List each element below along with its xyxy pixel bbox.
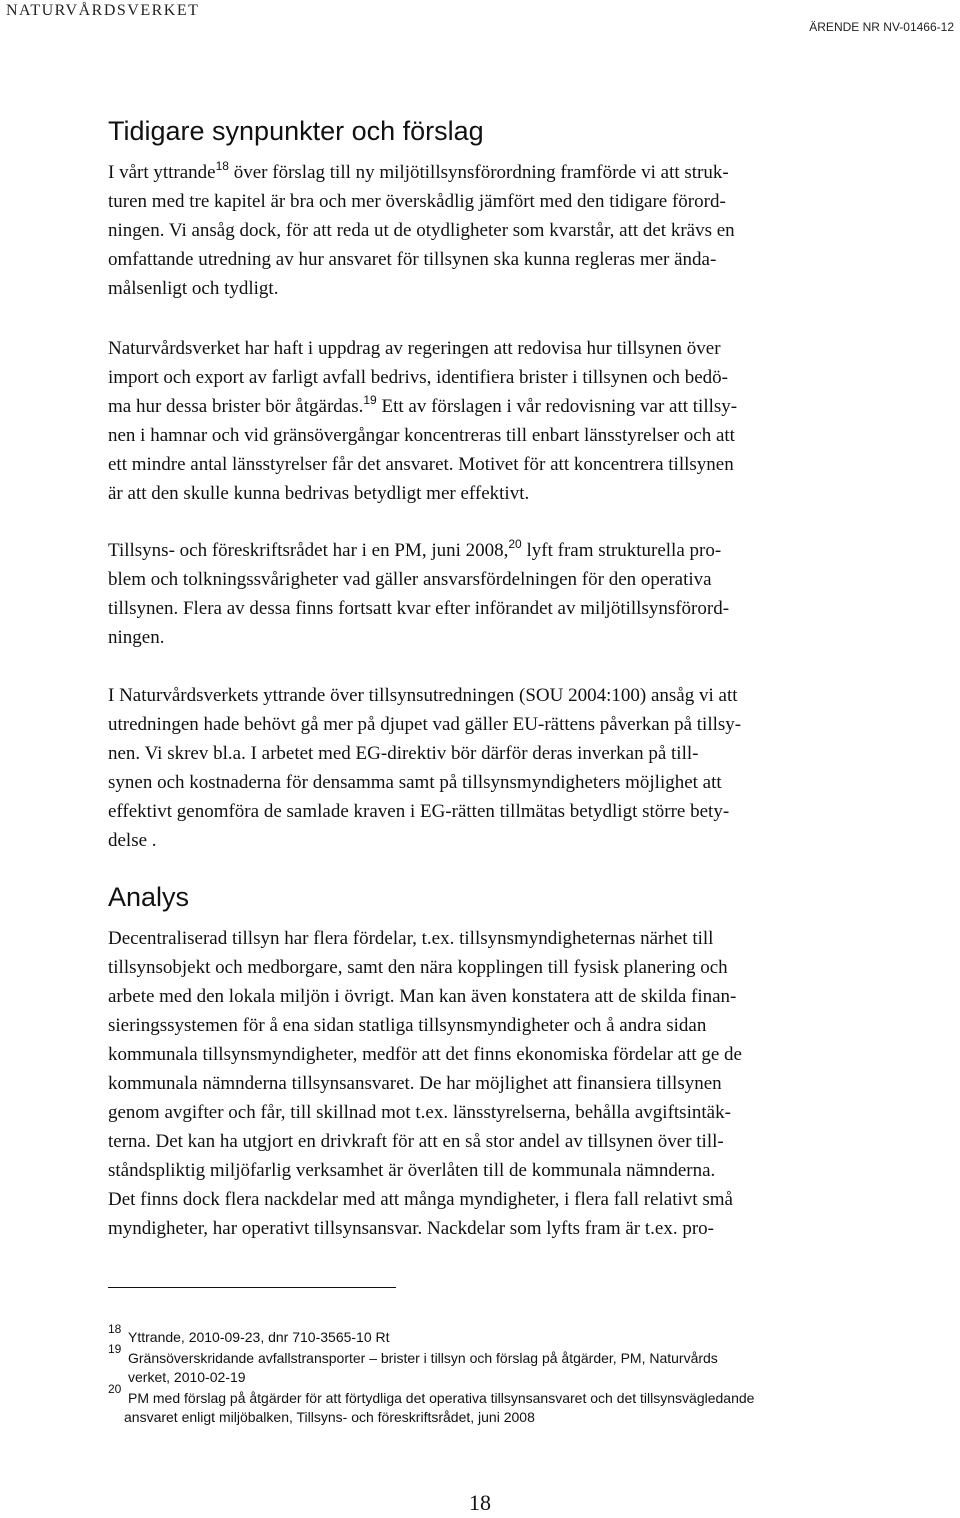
text-line: nen i hamnar och vid gränsövergångar koncentreras till enbart länsstyrelser och att	[108, 425, 735, 446]
paragraph-5	[108, 924, 848, 1243]
footnote-ref-19[interactable]: 19	[363, 393, 377, 407]
text-line: tillsynsobjekt och medborgare, samt den nära kopplingen till fysisk planering och	[108, 957, 728, 978]
paragraph-4	[108, 681, 848, 855]
footnote-number-18: 18	[108, 1322, 122, 1336]
text-line: kommunala nämnderna tillsynsansvaret. De har möjlighet att finansiera tillsynen	[108, 1073, 722, 1094]
text-line: delse .	[108, 830, 157, 851]
text-line: arbete med den lokala miljön i övrigt. Man kan även konstatera att de skilda finan-	[108, 986, 737, 1007]
heading-previous-comments: Tidigare synpunkter och förslag	[108, 116, 484, 146]
text-line: effektivt genomföra de samlade kraven i EG-rätten tillmätas betydligt större bety-	[108, 801, 730, 822]
text-line: tillsynen. Flera av dessa finns fortsatt kvar efter införandet av miljötillsynsförord-	[108, 598, 730, 619]
text-line: terna. Det kan ha utgjort en drivkraft för att en så stor andel av tillsynen över till-	[108, 1131, 724, 1152]
paragraph-3	[108, 536, 848, 652]
text-line: Tillsyns- och föreskriftsrådet har i en PM, juni 2008,20 lyft fram strukturella pro-	[108, 537, 722, 561]
footnote-separator	[108, 1287, 396, 1288]
text-line: Det finns dock flera nackdelar med att många myndigheter, i flera fall relativt små	[108, 1189, 733, 1210]
footnote-ref-18[interactable]: 18	[215, 159, 229, 173]
heading-analysis: Analys	[108, 882, 190, 912]
text-line: nen. Vi skrev bl.a. I arbetet med EG-direktiv bör därför deras inverkan på till-	[108, 743, 699, 764]
text-line: ningen. Vi ansåg dock, för att reda ut de otydligheter som kvarstår, att det krävs en	[108, 220, 735, 241]
text-line: synen och kostnaderna för densamma samt på tillsynsmyndigheters möjlighet att	[108, 772, 722, 793]
text-line: genom avgifter och får, till skillnad mot t.ex. länsstyrelserna, behålla avgiftsintäk-	[108, 1102, 731, 1123]
text-line: målsenligt och tydligt.	[108, 278, 279, 299]
text-line: turen med tre kapitel är bra och mer överskådlig jämfört med den tidigare förord-	[108, 191, 726, 212]
header-organization: NATURVÅRDSVERKET	[6, 2, 200, 19]
text-line: ningen.	[108, 627, 165, 648]
text-line: ma hur dessa brister bör åtgärdas.$^{19}$ Ett av förslagen i vår redovisning var att tillsy-	[108, 393, 738, 417]
text-line: ståndspliktig miljöfarlig verksamhet är överlåten till de kommunala nämnderna.	[108, 1160, 716, 1181]
text-line: I Naturvårdsverkets yttrande över tillsynsutredningen (SOU 2004:100) ansåg vi att	[108, 685, 738, 706]
footnote-ref-20[interactable]: 20	[508, 537, 522, 551]
text-line: myndigheter, har operativt tillsynsansvar. Nackdelar som lyfts fram är t.ex. pro-	[108, 1218, 715, 1239]
paragraph-2	[108, 334, 848, 508]
footnote-20-text: PM med förslag på åtgärder för att förtydliga det operativa tillsynsansvaret och det tillsynsvägledande	[128, 1390, 755, 1406]
footnote-20-text-cont: ansvaret enligt miljöbalken, Tillsyns- och föreskriftsrådet, juni 2008	[124, 1409, 535, 1425]
text-line: sieringssystemen för å ena sidan statliga tillsynsmyndigheter och å andra sidan	[108, 1015, 707, 1036]
header-case-number: ÄRENDE NR NV-01466-12	[809, 20, 954, 34]
text-line: import och export av farligt avfall bedrivs, identifiera brister i tillsynen och bedö-	[108, 367, 728, 388]
footnote-19-text: Gränsöverskridande avfallstransporter – brister i tillsyn och förslag på åtgärder, PM, Naturvårds	[128, 1350, 718, 1366]
text-line: Naturvårdsverket har haft i uppdrag av regeringen att redovisa hur tillsynen över	[108, 338, 721, 359]
text-line: blem och tolkningssvårigheter vad gäller ansvarsfördelningen för den operativa	[108, 569, 712, 590]
text-line: I vårt yttrande$^{18}$ över förslag till ny miljötillsynsförordning framförde vi att struk-	[108, 159, 729, 183]
footnote-19-text-cont: verket, 2010-02-19	[128, 1369, 246, 1385]
page-number: 18	[469, 1490, 491, 1515]
text-line: kommunala tillsynsmyndigheter, medför att det finns ekonomiska fördelar att ge de	[108, 1044, 742, 1065]
text-line: Decentraliserad tillsyn har flera fördelar, t.ex. tillsynsmyndigheternas närhet till	[108, 928, 714, 949]
text-line: ett mindre antal länsstyrelser får det ansvaret. Motivet för att koncentrera tillsynen	[108, 454, 734, 475]
text-line: utredningen hade behövt gå mer på djupet vad gäller EU-rättens påverkan på tillsy-	[108, 714, 742, 735]
footnote-number-20: 20	[108, 1382, 122, 1396]
text-line: är att den skulle kunna bedrivas betydligt mer effektivt.	[108, 483, 530, 504]
footnote-number-19: 19	[108, 1342, 122, 1356]
footnote-18-text: Yttrande, 2010-09-23, dnr 710-3565-10 Rt	[128, 1329, 390, 1345]
text-line: omfattande utredning av hur ansvaret för tillsynen ska kunna regleras mer ända-	[108, 249, 717, 270]
paragraph-1	[108, 158, 848, 303]
